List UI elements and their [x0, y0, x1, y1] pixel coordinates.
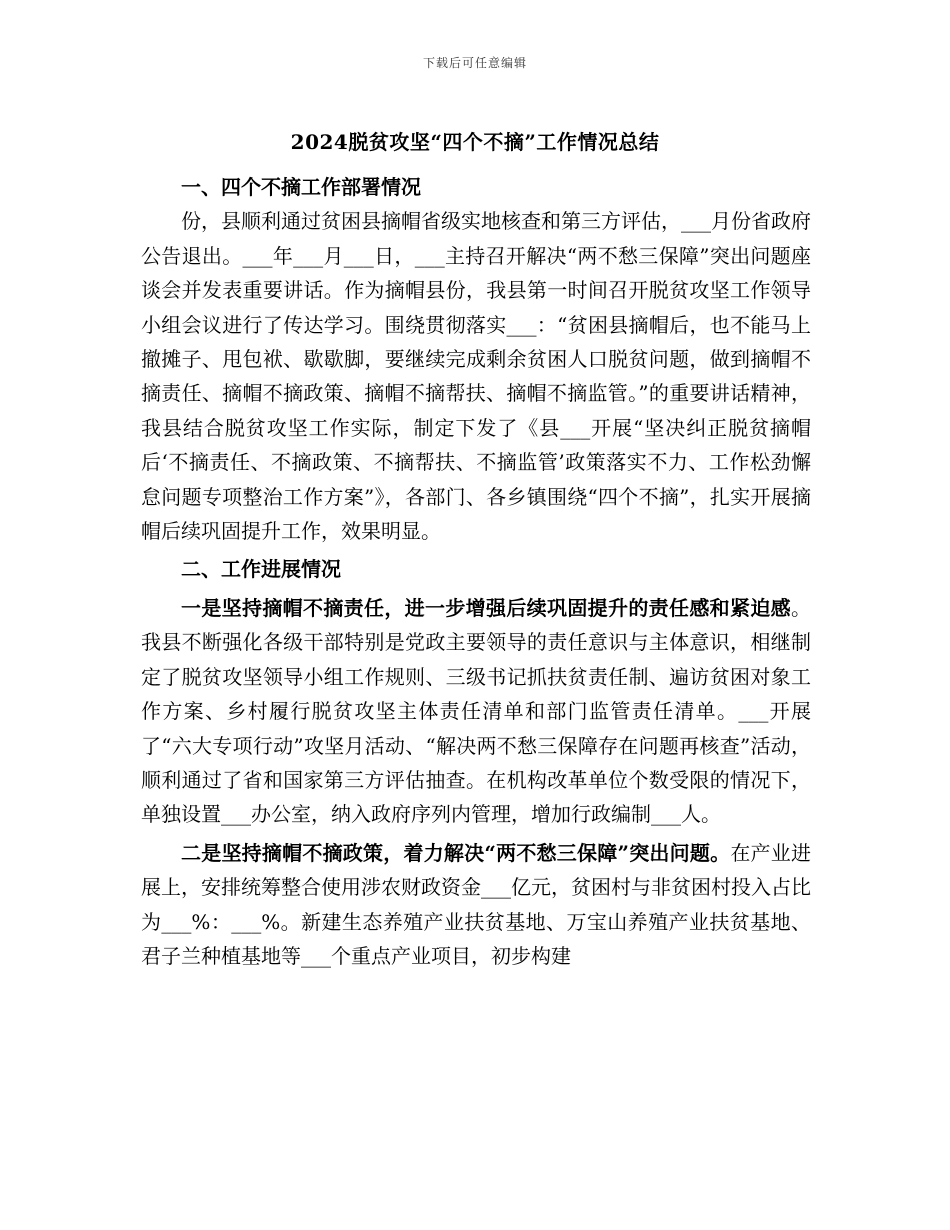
section-heading-1: 一、四个不摘工作部署情况 — [181, 175, 421, 199]
progress-item-1 — [141, 591, 811, 832]
progress-item-2-lead: 二是坚持摘帽不摘政策，着力解决“两不愁三保障”突出问题。 — [181, 840, 731, 865]
progress-item-1-lead: 一是坚持摘帽不摘责任，进一步增强后续巩固提升的责任感和紧迫感 — [181, 595, 791, 620]
header-note: 下载后可任意编辑 — [422, 56, 527, 70]
document-title: 2024脱贫攻坚“四个不摘”工作情况总结 — [290, 130, 660, 154]
section-heading-2: 二、工作进展情况 — [181, 557, 341, 582]
document-body — [141, 170, 811, 973]
section-paragraph-1: 份，县顺利通过贫困县摘帽省级实地核查和第三方评估，___月份省政府公告退出。___年___月___日，___主持召开解决“两不愁三保障”突出问题座谈会并发表重要讲话。作为摘帽县份，我县第一时间召开脱贫攻坚工作领导小组会议进行了传达学习。围绕贯彻落实___：“贫困县摘帽后，也不能马上撤摊子、甩包袱、歇歇脚，要继续完成剩余贫困人口脱贫问题，做到摘帽不摘责任、摘帽不摘政策、摘帽不摘帮扶、摘帽不摘监管。”的重要讲话精神，我县结合脱贫攻坚工作实际，制定下发了《县___开展“坚决纠正脱贫摘帽后‘不摘责任、不摘政策、不摘帮扶、不摘监管’政策落实不力、工作松劲懈怠问题专项整治工作方案”》，各部门、各乡镇围绕“四个不摘”，扎实开展摘帽后续巩固提升工作，效果明显。 — [141, 209, 811, 544]
progress-item-1-text: 。我县不断强化各级干部特别是党政主要领导的责任意识与主体意识，相继制定了脱贫攻坚领导小组工作规则、三级书记抓扶贫责任制、遍访贫困对象工作方案、乡村履行脱贫攻坚主体责任清单和部门监管责任清单。___开展了“六大专项行动”攻坚月活动、“解决两不愁三保障存在问题再核查”活动，顺利通过了省和国家第三方评估抽查。在机构改革单位个数受限的情况下，单独设置___办公室，纳入政府序列内管理，增加行政编制___人。 — [141, 595, 811, 827]
progress-item-2 — [141, 836, 811, 974]
progress-item-2-text: 在产业进展上，安排统筹整合使用涉农财政资金___亿元，贫困村与非贫困村投入占比为___%：___%。新建生态养殖产业扶贫基地、万宝山养殖产业扶贫基地、君子兰种植基地等___个重点产业项目，初步构建 — [141, 840, 812, 968]
